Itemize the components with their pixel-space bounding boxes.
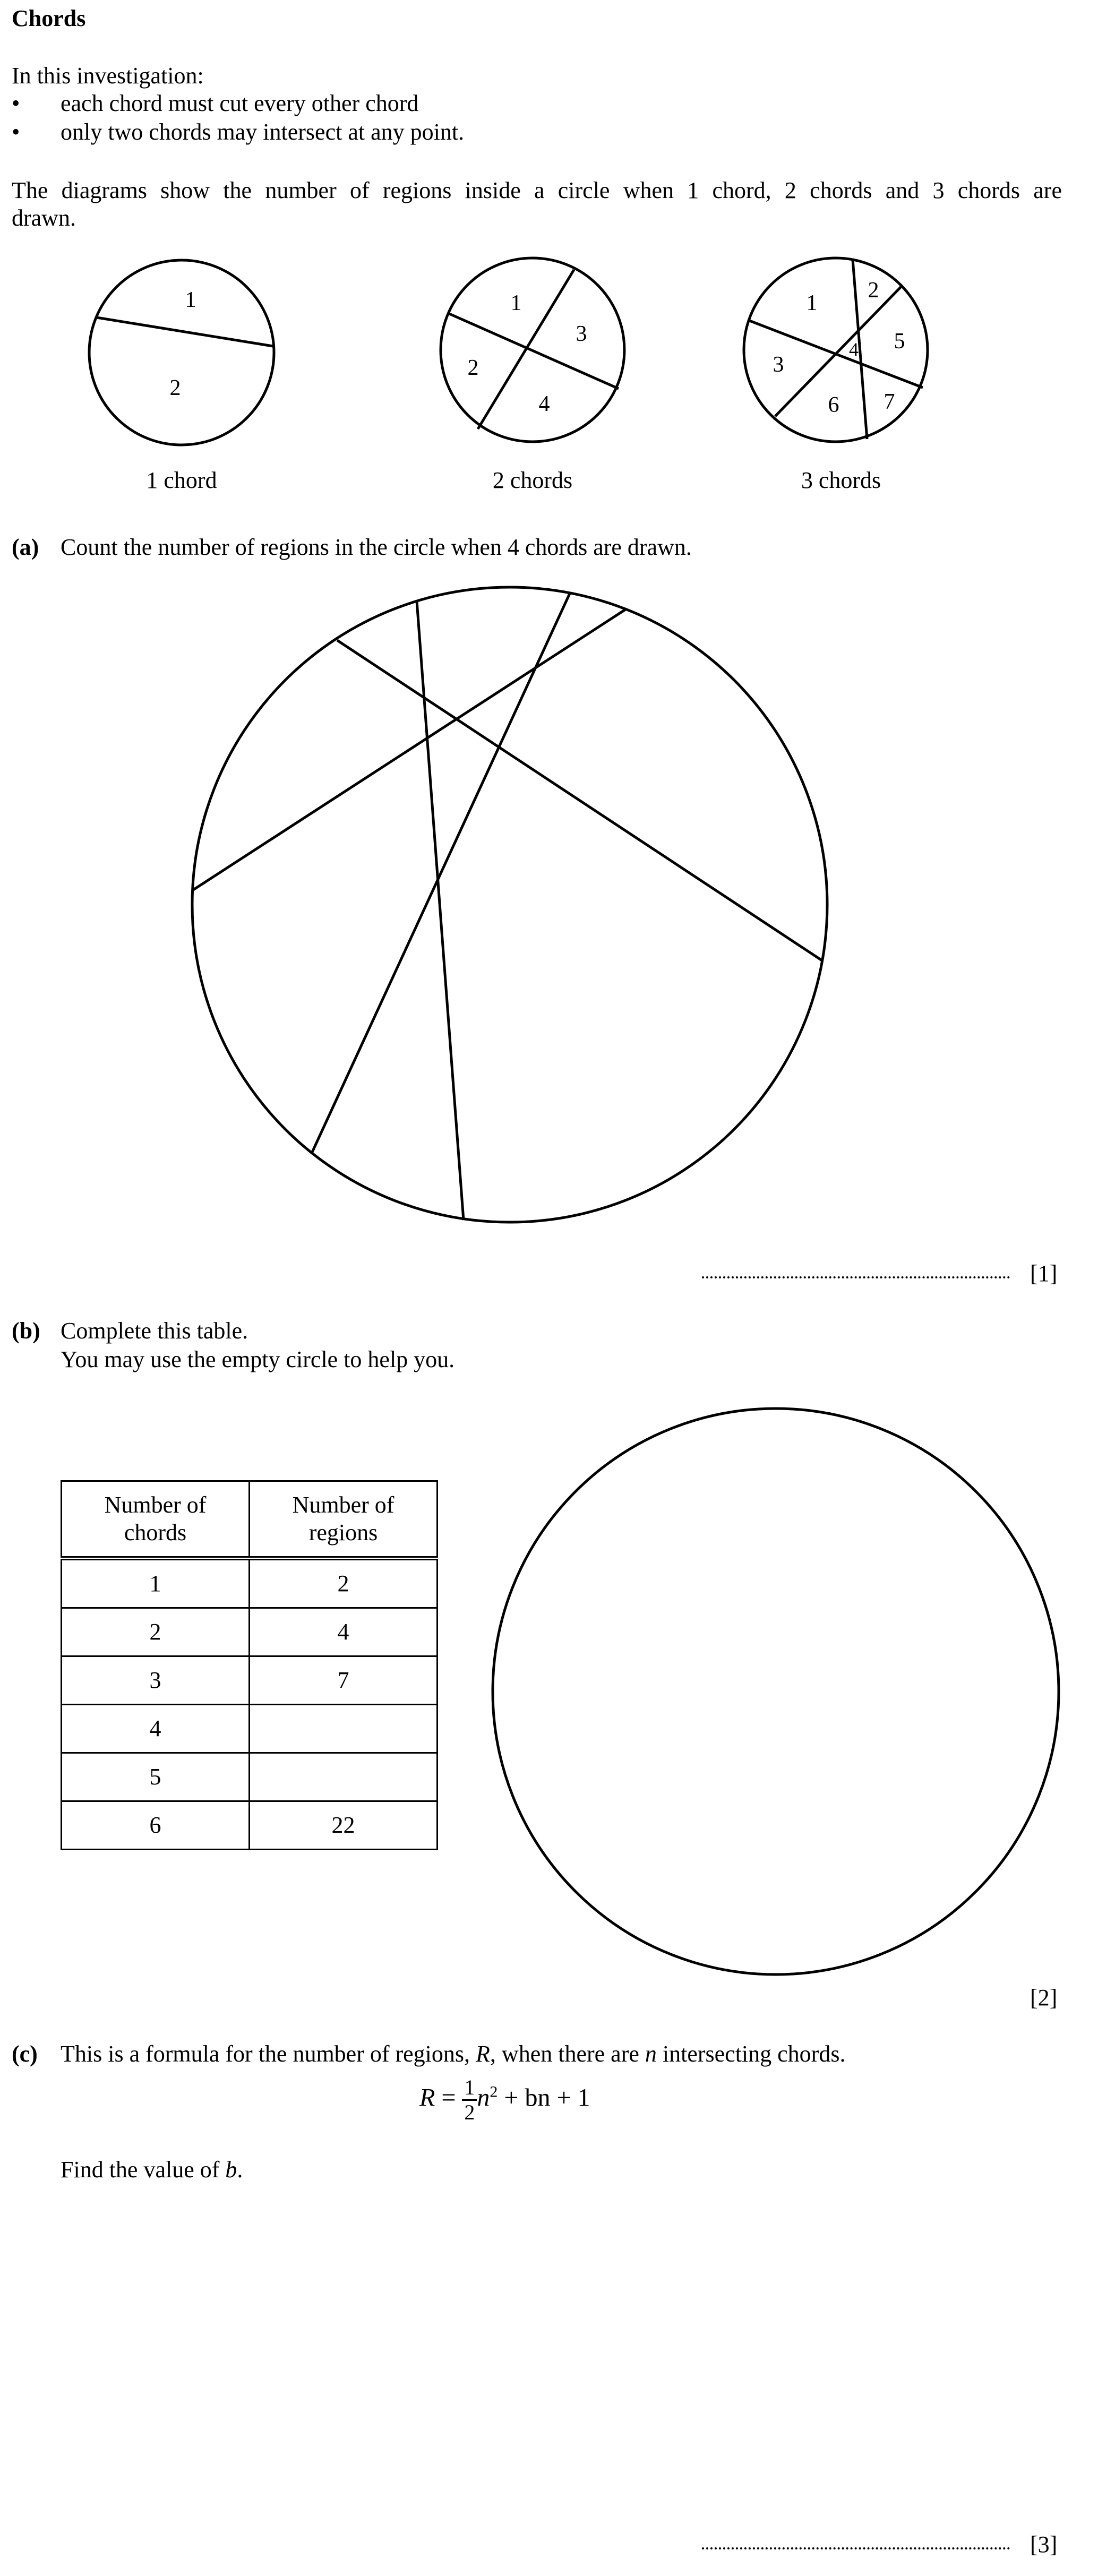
part-c-answer-line[interactable] xyxy=(702,2547,1010,2549)
cell-regions: 2 xyxy=(250,1558,438,1608)
example-2-label-2: 2 xyxy=(467,356,479,380)
example-2-label-1: 1 xyxy=(510,291,522,315)
cell-regions: 7 xyxy=(250,1656,438,1705)
formula-fraction-denominator: 2 xyxy=(464,2100,475,2124)
part-a-label: (a) xyxy=(12,534,39,560)
formula-exponent: 2 xyxy=(490,2083,498,2101)
example-3-label-5: 5 xyxy=(894,329,905,354)
part-b-question-line-2: You may use the empty circle to help you. xyxy=(61,1346,455,1372)
intro-lead: In this investigation: xyxy=(12,63,204,89)
part-c-question-post: intersecting chords. xyxy=(656,2041,846,2067)
cell-chords: 4 xyxy=(62,1705,250,1753)
example-3-label-6: 6 xyxy=(828,393,839,417)
page-title: Chords xyxy=(12,5,86,31)
part-b-marks: [2] xyxy=(1030,1985,1058,2011)
part-c-question-var-n: n xyxy=(645,2041,657,2067)
part-c-find-post: . xyxy=(237,2157,243,2183)
cell-regions: 22 xyxy=(250,1801,438,1850)
bullet-1-symbol: • xyxy=(12,90,20,116)
example-1-label-1: 1 xyxy=(185,288,196,312)
cell-chords: 6 xyxy=(62,1801,250,1850)
cell-regions: 4 xyxy=(250,1608,438,1656)
part-c-question-var-r: R xyxy=(476,2041,490,2067)
cell-chords: 2 xyxy=(62,1608,250,1656)
formula-remainder: + bn + 1 xyxy=(504,2083,590,2112)
header-regions-line-2: regions xyxy=(308,1519,378,1545)
bullet-1-text: each chord must cut every other chord xyxy=(61,90,419,116)
part-b-label: (b) xyxy=(12,1318,40,1344)
example-3-label-4: 4 xyxy=(849,339,859,360)
example-3-label-2: 2 xyxy=(868,278,879,303)
example-3-caption: 3 chords xyxy=(801,467,881,493)
part-a-question: Count the number of regions in the circle when 4 chords are drawn. xyxy=(61,534,692,560)
example-2-label-4: 4 xyxy=(538,392,550,416)
example-2-label-3: 3 xyxy=(576,322,587,346)
empty-working-circle[interactable] xyxy=(493,1409,1059,1974)
example-3-label-7: 7 xyxy=(884,390,895,414)
formula-fraction-numerator: 1 xyxy=(462,2076,477,2101)
example-3-label-3: 3 xyxy=(773,353,784,377)
cell-chords: 5 xyxy=(62,1753,250,1801)
part-c-question-pre: This is a formula for the number of regions, xyxy=(61,2041,476,2067)
example-3-label-1: 1 xyxy=(806,291,818,315)
description-line-1: The diagrams show the number of regions inside a circle when 1 chord, 2 chords and 3 chords are xyxy=(12,177,1062,203)
header-chords-line-1: Number of xyxy=(104,1492,207,1518)
header-regions-line-1: Number of xyxy=(292,1492,394,1518)
part-b-question-line-1: Complete this table. xyxy=(61,1318,248,1344)
part-c-find-var: b xyxy=(225,2157,237,2183)
formula-lhs: R xyxy=(419,2083,435,2112)
regions-formula xyxy=(419,2076,590,2124)
part-c-label: (c) xyxy=(12,2041,38,2067)
part-a-marks: [1] xyxy=(1030,1260,1058,1286)
part-c-find-pre: Find the value of xyxy=(61,2157,226,2183)
cell-chords: 1 xyxy=(62,1558,250,1608)
bullet-2-symbol: • xyxy=(12,119,20,145)
header-chords-line-2: chords xyxy=(124,1519,187,1545)
cell-chords: 3 xyxy=(62,1656,250,1705)
example-2-caption: 2 chords xyxy=(492,467,573,493)
part-c-question-mid: , when there are xyxy=(490,2041,645,2067)
example-1-caption: 1 chord xyxy=(146,467,217,493)
bullet-2-text: only two chords may intersect at any point. xyxy=(61,119,465,145)
example-1-label-2: 2 xyxy=(169,376,181,400)
part-c-find xyxy=(61,2156,243,2184)
formula-n: n xyxy=(477,2083,490,2112)
formula-fraction xyxy=(462,2076,477,2124)
description-line-2: drawn. xyxy=(12,205,76,231)
part-c-marks: [3] xyxy=(1030,2531,1058,2557)
formula-equals: = xyxy=(441,2083,456,2112)
part-c-question xyxy=(61,2040,845,2068)
